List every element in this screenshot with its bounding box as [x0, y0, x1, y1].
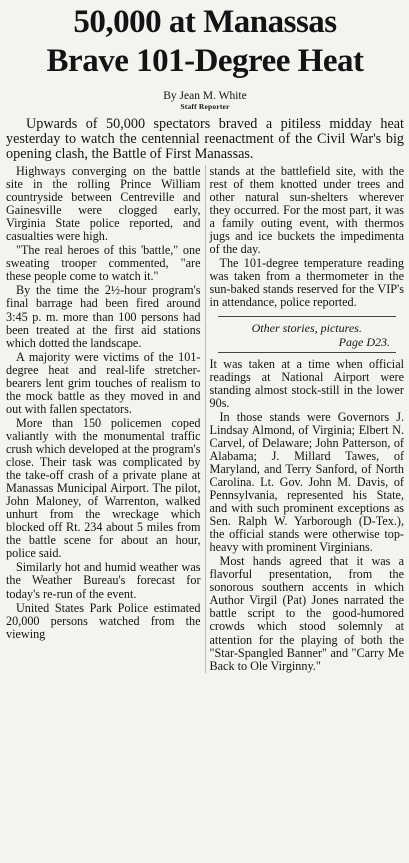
right-column [205, 165, 405, 673]
other-stories-line-2: Page D23. [338, 334, 390, 349]
headline-line-1: 50,000 at Manassas [73, 4, 337, 40]
left-column [6, 165, 205, 673]
article-paragraph: United States Park Police estimated 20,000 persons watched from the viewing [6, 600, 201, 641]
lede-paragraph: Upwards of 50,000 spectators braved a pitiless midday heat yesterday to watch the centennial reenactment of the Civil War's big opening clash, the Battle of First Manassas. [6, 116, 404, 162]
article-paragraph: A majority were victims of the 101-degree heat and real-life stretcher-bearers lent grim touches of realism to the mock battle as they moved in and out with fallen spectators. [6, 349, 201, 416]
article-paragraph: Most hands agreed that it was a flavorful presentation, from the sonorous southern accents in which Author Virgil (Pat) Jones narrated the battle script to the good-humored crowds which stood solemnly at attention for the playing of both the "Star-Spangled Banner" and "Carry Me Back to Ole Virginny." [209, 554, 404, 673]
article-paragraph: Highways converging on the battle site in the rolling Prince William countryside between Centreville and Gainesville were clogged early, Virginia State police reported, and casualties were high. [6, 164, 201, 244]
other-stories-line-1: Other stories, pictures. [251, 320, 362, 335]
divider-rule [218, 352, 397, 353]
byline: By Jean M. White [163, 90, 247, 102]
article-paragraph: Similarly hot and humid weather was the Weather Bureau's forecast for today's re-run of the event. [6, 560, 201, 601]
article-paragraph: stands at the battlefield site, with the rest of them knotted under trees and other natural sun-shelters wherever they occurred. For the most part, it was a family outing event, with thermos jugs and ice buckets the impedimenta of the day. [209, 164, 404, 257]
article-paragraph: The 101-degree temperature reading was taken from a thermometer in the sun-baked stands reserved for the VIP's in attendance, police reported. [209, 256, 404, 310]
article-columns [6, 165, 404, 673]
article-paragraph: By the time the 2½-hour program's final barrage had been fired around 3:45 p. m. more than 100 persons had been treated at the first aid stations which dotted the landscape. [6, 283, 201, 350]
article-paragraph: "The real heroes of this 'battle," one sweating trooper commented, "are these people come to watch it." [6, 243, 201, 284]
article-paragraph: More than 150 policemen coped valiantly with the monumental traffic crush which developed at the program's close. Their task was complicated by the take-off crash of a private plane at Manassas Municipal Airport. The pilot, John Maloney, of Warrenton, walked unhurt from the wreckage which blocked off Rt. 234 about 5 miles from the battle scene for about an hour, police said. [6, 415, 201, 561]
article-paragraph: In those stands were Governors J. Lindsay Almond, of Virginia; Elbert N. Carvel, of Delaware; John Patterson, of Alabama; J. Millard Tawes, of Maryland, and Terry Sanford, of North Carolina. Lt. Gov. John M. Davis, of Pennsylvania, represented his State, and with such prominent exceptions as Sen. Ralph W. Yarborough (D-Tex.), the official stands were otherwise top-heavy with prominent Virginians. [209, 409, 404, 555]
byline-title: Staff Reporter [180, 102, 230, 111]
article-paragraph: It was taken at a time when official readings at National Airport were standing almost stock-still in the lower 90s. [209, 356, 404, 410]
headline-line-2: Brave 101-Degree Heat [46, 43, 364, 79]
divider-rule [218, 316, 397, 317]
